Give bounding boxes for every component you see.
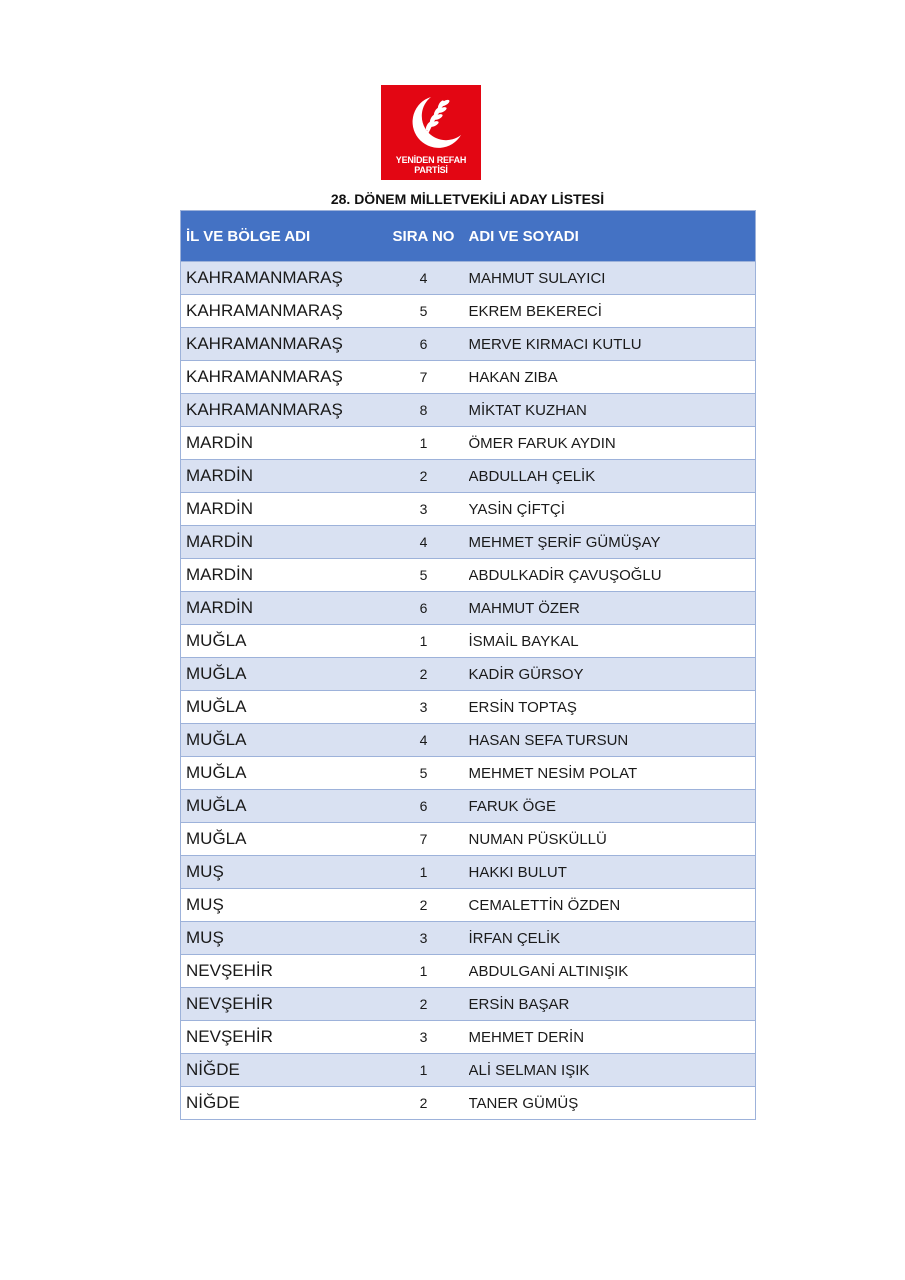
name-cell: ERSİN TOPTAŞ	[469, 691, 756, 724]
region-cell: KAHRAMANMARAŞ	[181, 328, 379, 361]
order-cell: 5	[379, 757, 469, 790]
order-cell: 1	[379, 625, 469, 658]
name-cell: MİKTAT KUZHAN	[469, 394, 756, 427]
table-row	[181, 1021, 756, 1054]
name-cell: HAKAN ZIBA	[469, 361, 756, 394]
order-cell: 3	[379, 922, 469, 955]
region-cell: MUĞLA	[181, 724, 379, 757]
region-cell: MARDİN	[181, 526, 379, 559]
order-cell: 2	[379, 460, 469, 493]
order-cell: 3	[379, 1021, 469, 1054]
table-row	[181, 361, 756, 394]
name-cell: ABDULGANİ ALTINIŞIK	[469, 955, 756, 988]
header-order: SIRA NO	[379, 211, 469, 262]
table-row	[181, 955, 756, 988]
order-cell: 6	[379, 592, 469, 625]
order-cell: 6	[379, 790, 469, 823]
region-cell: MUŞ	[181, 922, 379, 955]
region-cell: MUĞLA	[181, 658, 379, 691]
order-cell: 7	[379, 823, 469, 856]
region-cell: NİĞDE	[181, 1087, 379, 1120]
region-cell: MARDİN	[181, 592, 379, 625]
order-cell: 7	[379, 361, 469, 394]
table-row	[181, 757, 756, 790]
table-header-row	[181, 211, 756, 262]
header-region: İL VE BÖLGE ADI	[181, 211, 379, 262]
region-cell: MUĞLA	[181, 790, 379, 823]
order-cell: 4	[379, 262, 469, 295]
candidate-table	[180, 210, 756, 1120]
table-row	[181, 988, 756, 1021]
table-row	[181, 724, 756, 757]
name-cell: HASAN SEFA TURSUN	[469, 724, 756, 757]
table-row	[181, 691, 756, 724]
table-row	[181, 592, 756, 625]
name-cell: MEHMET NESİM POLAT	[469, 757, 756, 790]
name-cell: MAHMUT SULAYICI	[469, 262, 756, 295]
order-cell: 1	[379, 856, 469, 889]
region-cell: MARDİN	[181, 460, 379, 493]
order-cell: 1	[379, 427, 469, 460]
table-row	[181, 427, 756, 460]
name-cell: İRFAN ÇELİK	[469, 922, 756, 955]
table-row	[181, 262, 756, 295]
name-cell: ERSİN BAŞAR	[469, 988, 756, 1021]
region-cell: MARDİN	[181, 427, 379, 460]
table-row	[181, 1054, 756, 1087]
region-cell: KAHRAMANMARAŞ	[181, 394, 379, 427]
table-row	[181, 460, 756, 493]
region-cell: NEVŞEHİR	[181, 955, 379, 988]
name-cell: ABDULLAH ÇELİK	[469, 460, 756, 493]
table-row	[181, 1087, 756, 1120]
name-cell: KADİR GÜRSOY	[469, 658, 756, 691]
region-cell: MARDİN	[181, 493, 379, 526]
name-cell: HAKKI BULUT	[469, 856, 756, 889]
region-cell: MUŞ	[181, 889, 379, 922]
table-row	[181, 922, 756, 955]
table-row	[181, 790, 756, 823]
order-cell: 3	[379, 493, 469, 526]
name-cell: FARUK ÖGE	[469, 790, 756, 823]
header-name: ADI VE SOYADI	[469, 211, 756, 262]
order-cell: 2	[379, 889, 469, 922]
order-cell: 3	[379, 691, 469, 724]
region-cell: KAHRAMANMARAŞ	[181, 262, 379, 295]
table-row	[181, 328, 756, 361]
region-cell: MUĞLA	[181, 757, 379, 790]
party-logo	[381, 85, 481, 180]
region-cell: KAHRAMANMARAŞ	[181, 361, 379, 394]
name-cell: ALİ SELMAN IŞIK	[469, 1054, 756, 1087]
region-cell: MUĞLA	[181, 823, 379, 856]
order-cell: 1	[379, 1054, 469, 1087]
name-cell: EKREM BEKERECİ	[469, 295, 756, 328]
order-cell: 1	[379, 955, 469, 988]
order-cell: 5	[379, 295, 469, 328]
order-cell: 2	[379, 1087, 469, 1120]
name-cell: İSMAİL BAYKAL	[469, 625, 756, 658]
order-cell: 4	[379, 724, 469, 757]
name-cell: MAHMUT ÖZER	[469, 592, 756, 625]
name-cell: MERVE KIRMACI KUTLU	[469, 328, 756, 361]
table-row	[181, 394, 756, 427]
name-cell: MEHMET DERİN	[469, 1021, 756, 1054]
region-cell: MUĞLA	[181, 691, 379, 724]
order-cell: 2	[379, 658, 469, 691]
table-row	[181, 856, 756, 889]
name-cell: CEMALETTİN ÖZDEN	[469, 889, 756, 922]
table-row	[181, 559, 756, 592]
region-cell: NİĞDE	[181, 1054, 379, 1087]
name-cell: MEHMET ŞERİF GÜMÜŞAY	[469, 526, 756, 559]
table-row	[181, 625, 756, 658]
order-cell: 5	[379, 559, 469, 592]
table-row	[181, 658, 756, 691]
region-cell: NEVŞEHİR	[181, 1021, 379, 1054]
order-cell: 4	[379, 526, 469, 559]
region-cell: KAHRAMANMARAŞ	[181, 295, 379, 328]
table-row	[181, 889, 756, 922]
logo-text-line2: PARTİSİ	[414, 165, 448, 175]
order-cell: 6	[379, 328, 469, 361]
name-cell: YASİN ÇİFTÇİ	[469, 493, 756, 526]
order-cell: 8	[379, 394, 469, 427]
table-row	[181, 526, 756, 559]
region-cell: MARDİN	[181, 559, 379, 592]
table-row	[181, 295, 756, 328]
name-cell: ÖMER FARUK AYDIN	[469, 427, 756, 460]
table-row	[181, 493, 756, 526]
logo-text-line1: YENİDEN REFAH	[395, 155, 467, 165]
region-cell: MUŞ	[181, 856, 379, 889]
name-cell: ABDULKADİR ÇAVUŞOĞLU	[469, 559, 756, 592]
name-cell: TANER GÜMÜŞ	[469, 1087, 756, 1120]
region-cell: NEVŞEHİR	[181, 988, 379, 1021]
document-title: 28. DÖNEM MİLLETVEKİLİ ADAY LİSTESİ	[330, 191, 605, 207]
name-cell: NUMAN PÜSKÜLLÜ	[469, 823, 756, 856]
crescent-wheat-icon	[381, 85, 481, 155]
region-cell: MUĞLA	[181, 625, 379, 658]
order-cell: 2	[379, 988, 469, 1021]
table-row	[181, 823, 756, 856]
